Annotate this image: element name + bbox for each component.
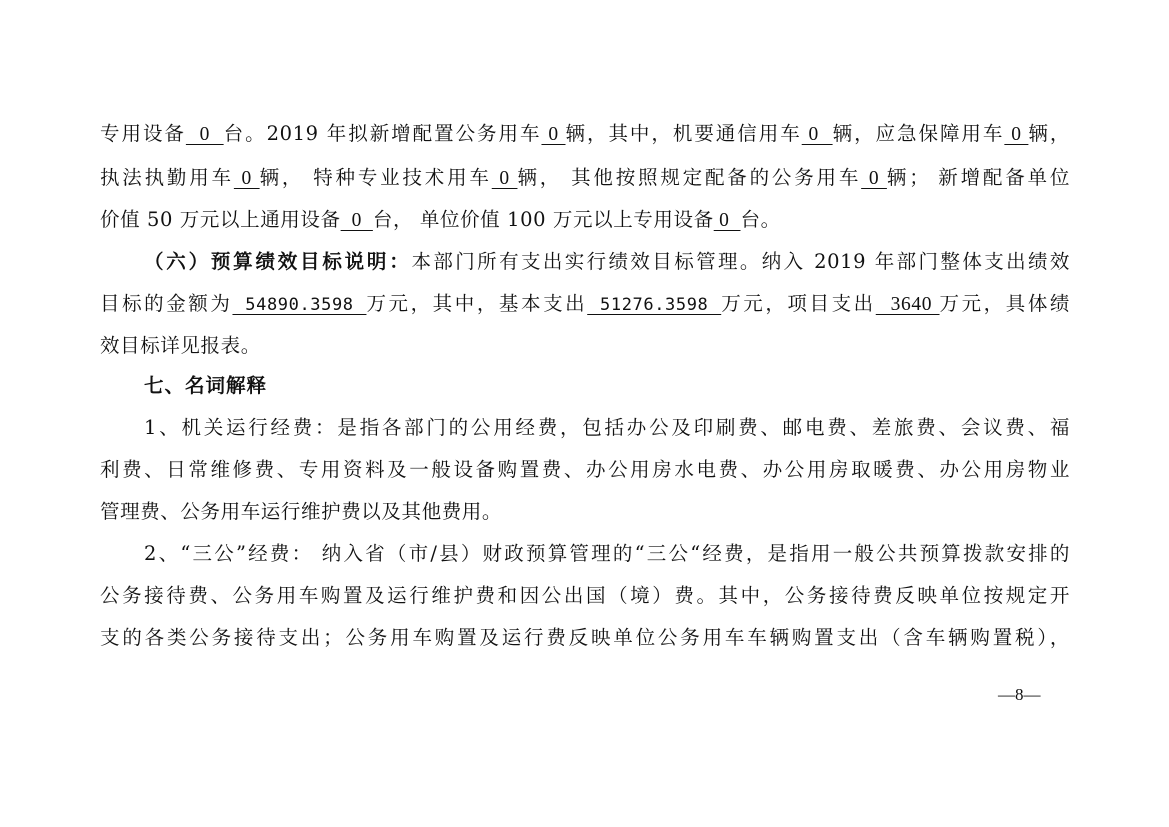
paragraph-line-12 <box>100 582 1070 610</box>
text: 本部门所有支出实行绩效目标管理。纳入 2019 年部门整体支出绩效 <box>411 250 1070 273</box>
paragraph-line-1 <box>100 120 1070 148</box>
blank-value: 0 <box>340 210 373 231</box>
text: 2、“三公”经费： 纳入省（市/县）财政预算管理的“三公“经费，是指用一般公共预算拨款安排的 <box>144 542 1070 565</box>
blank-value: 54890.3598 <box>232 295 367 315</box>
section-heading-6: （六）预算绩效目标说明： <box>144 250 412 273</box>
text: 台， 单位价值 100 万元以上专用设备 <box>372 208 714 231</box>
paragraph-line-5 <box>100 290 1070 318</box>
text: 辆； 新增配备单位 <box>886 166 1070 189</box>
paragraph-line-6 <box>100 332 1070 360</box>
blank-value: 51276.3598 <box>587 295 722 315</box>
text: 管理费、公务用车运行维护费以及其他费用。 <box>100 500 503 523</box>
text: 辆，其中，机要通信用车 <box>565 122 802 145</box>
text: 万元，项目支出 <box>721 292 876 315</box>
text: 辆， <box>1028 122 1070 145</box>
paragraph-line-2 <box>100 164 1070 192</box>
text: 效目标详见报表。 <box>100 334 261 357</box>
text: 利费、日常维修费、专用资料及一般设备购置费、办公用房水电费、办公用房取暖费、办公用房物业 <box>100 458 1070 481</box>
text: 支的各类公务接待支出；公务用车购置及运行费反映单位公务用车车辆购置支出（含车辆购置税）， <box>100 626 1070 649</box>
blank-value: 0 <box>801 124 833 145</box>
section-heading-7: 七、名词解释 <box>144 374 268 397</box>
text: 1、机关运行经费：是指各部门的公用经费，包括办公及印刷费、邮电费、差旅费、会议费、福 <box>144 416 1070 439</box>
text: 台。 <box>740 208 781 231</box>
blank-value: 0 <box>861 168 887 189</box>
paragraph-line-4 <box>100 248 1070 276</box>
text: 辆，应急保障用车 <box>832 122 1005 145</box>
blank-value: 0 <box>233 168 260 189</box>
page-number: —8— <box>998 685 1041 704</box>
text: 辆， 其他按照规定配备的公务用车 <box>517 166 862 189</box>
paragraph-line-8 <box>100 414 1070 442</box>
text: 万元，其中，基本支出 <box>366 292 588 315</box>
paragraph-line-10 <box>100 498 1070 526</box>
text: 专用设备 <box>100 122 186 145</box>
text: 辆， 特种专业技术用车 <box>259 166 492 189</box>
text: 公务接待费、公务用车购置及运行维护费和因公出国（境）费。其中，公务接待费反映单位按规定开 <box>100 584 1070 607</box>
blank-value: 0 <box>491 168 518 189</box>
text: 执法执勤用车 <box>100 166 234 189</box>
text: 万元，具体绩 <box>939 292 1070 315</box>
blank-value: 0 <box>1004 124 1029 145</box>
blank-value: 0 <box>713 210 741 231</box>
blank-value: 0 <box>541 124 566 145</box>
text: 价值 50 万元以上通用设备 <box>100 208 341 231</box>
paragraph-line-13 <box>100 624 1070 652</box>
paragraph-line-3 <box>100 206 1070 234</box>
paragraph-line-11 <box>100 540 1070 568</box>
paragraph-line-9 <box>100 456 1070 484</box>
text: 目标的金额为 <box>100 292 233 315</box>
section-title-7 <box>100 372 1114 400</box>
text: 台。2019 年拟新增配置公务用车 <box>223 122 542 145</box>
blank-value: 3640 <box>875 294 940 315</box>
blank-value: 0 <box>185 124 224 145</box>
